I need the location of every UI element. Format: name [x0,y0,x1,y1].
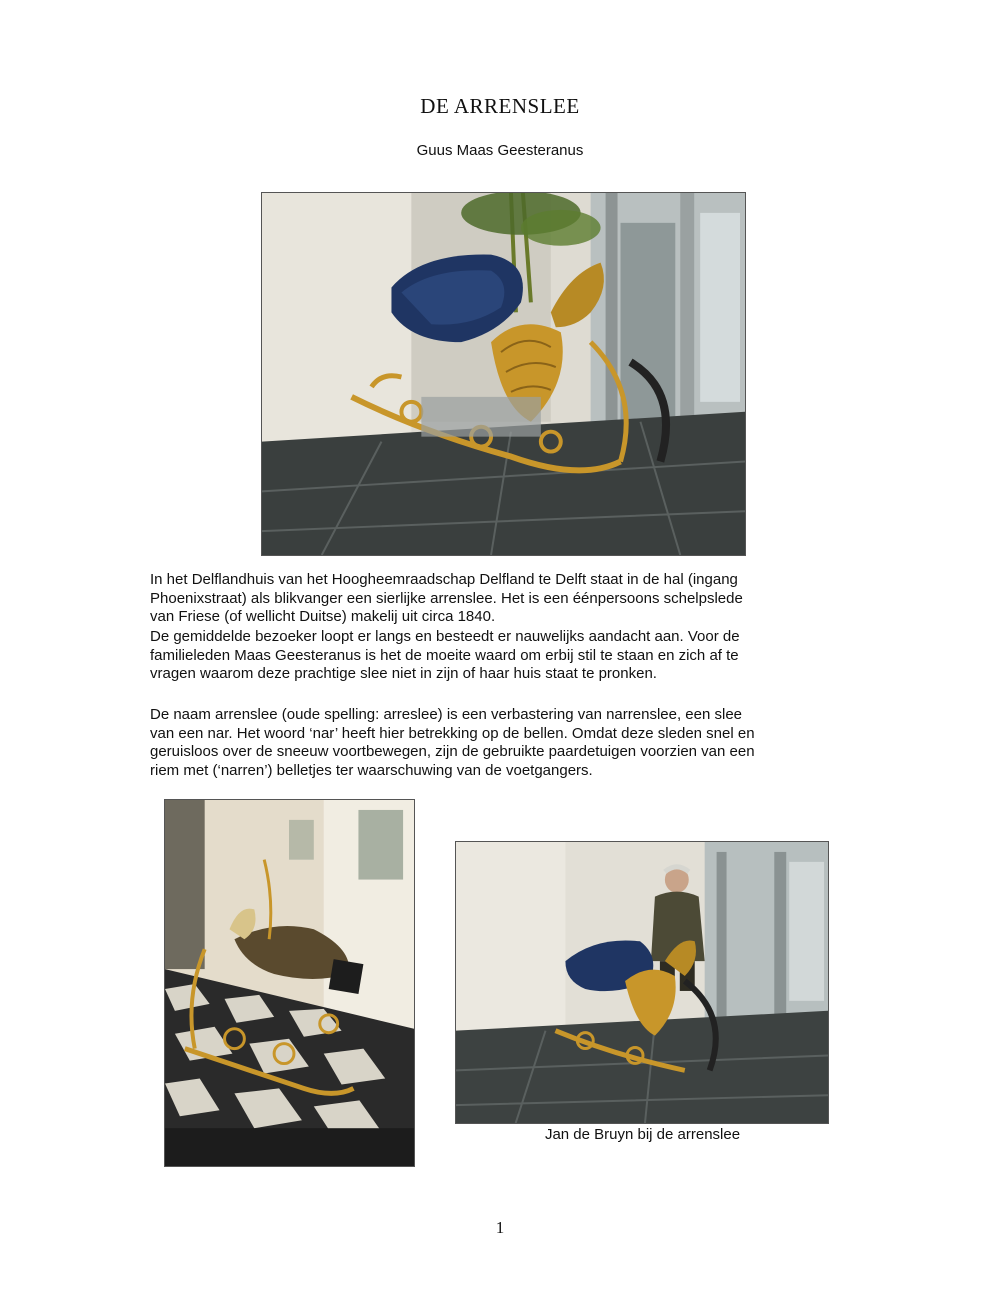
photo-sleigh-hall-image [262,193,745,555]
document-title: DE ARRENSLEE [420,94,580,118]
photo-sleigh-hall [261,192,746,556]
text-line: van een nar. Het woord ‘nar’ heeft hier betrekking op de bellen. Omdat deze sleden snel en [150,724,755,742]
paragraph-intro [150,571,850,627]
paragraph-name-origin [150,706,850,780]
text-line: familieleden Maas Geesteranus is het de moeite waard om erbij stil te staan en zich af te [150,646,739,664]
text-line: vragen waarom deze prachtige slee niet in zijn of haar huis staat te pronken. [150,665,657,682]
text-line: van Friese (of wellicht Duitse) makelij uit circa 1840. [150,608,496,625]
document-author: Guus Maas Geesteranus [416,142,584,159]
text-line: De naam arrenslee (oude spelling: arreslee) is een verbastering van narrenslee, een slee [150,706,743,723]
paragraph-visitors [150,628,850,684]
photo-jan-de-bruyn-image [456,842,828,1123]
photo-jan-de-bruyn [455,841,829,1124]
text-line: geruisloos over de sneeuw voortbewegen, zijn de gebruikte paardetuigen voorzien van een [150,743,755,760]
text-line: In het Delflandhuis van het Hoogheemraadschap Delfland te Delft staat in de hal (ingang [150,571,738,588]
page-number: 1 [495,1218,505,1237]
text-line: riem met (‘narren’) belletjes ter waarschuwing van de voetgangers. [150,761,593,779]
photo-caption: Jan de Bruyn bij de arrenslee [544,1126,741,1143]
photo-sleigh-corridor [164,799,415,1167]
text-line: Phoenixstraat) als blikvanger een sierlijke arrenslee. Het is een éénpersoons schelpslede [150,589,743,607]
photo-sleigh-corridor-image [165,800,414,1166]
text-line: De gemiddelde bezoeker loopt er langs en besteedt er nauwelijks aandacht aan. Voor de [150,628,740,645]
